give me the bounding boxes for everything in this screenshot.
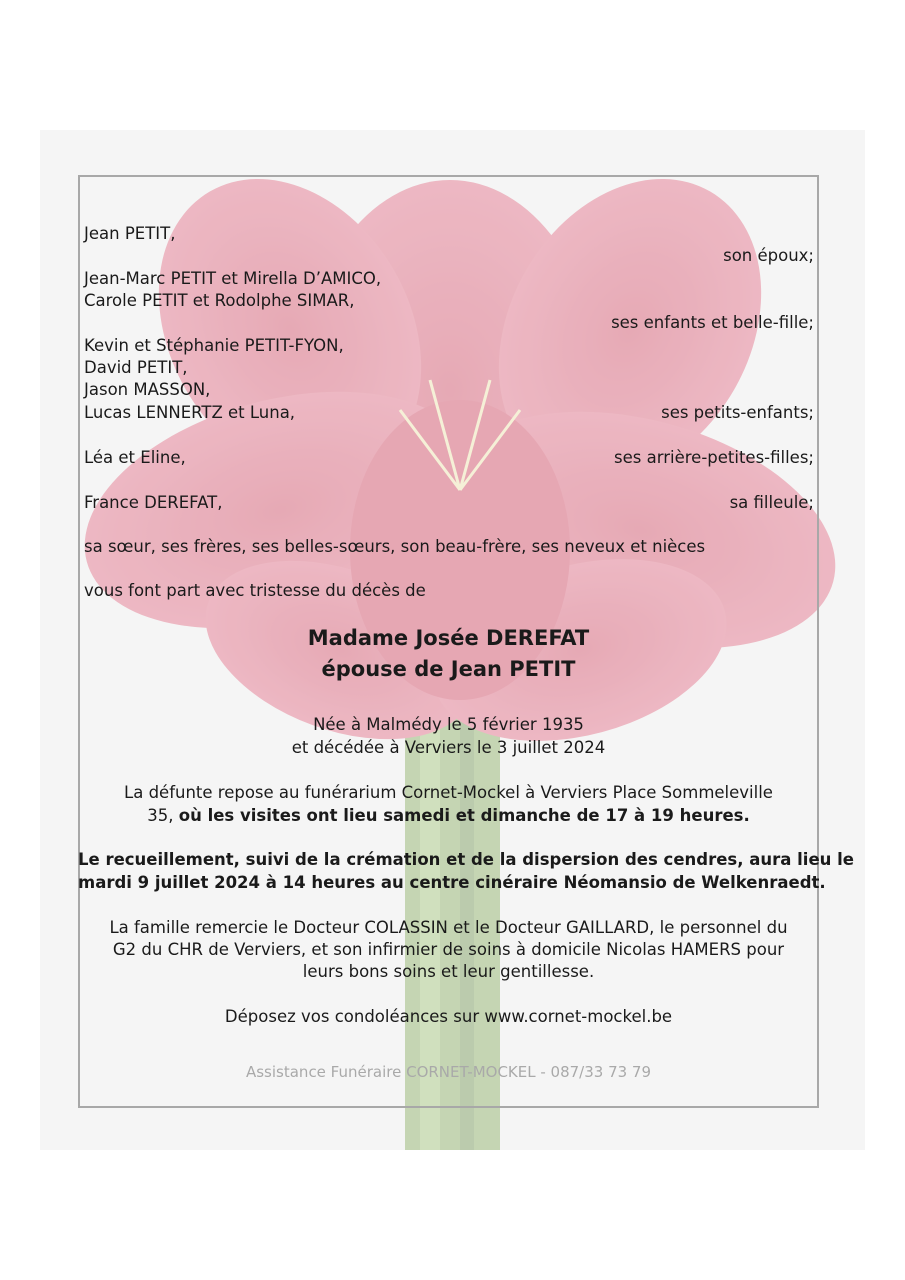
- grandchild-line: David PETIT,: [84, 358, 188, 377]
- ceremony-line-2: mardi 9 juillet 2024 à 14 heures au centre cinéraire Néomansio de Welkenraedt.: [78, 873, 826, 892]
- child-line: Carole PETIT et Rodolphe SIMAR,: [84, 291, 355, 310]
- deceased-spouse-of: épouse de Jean PETIT: [321, 657, 576, 681]
- ceremony-line-1: Le recueillement, suivi de la crémation et de la dispersion des cendres, aura lieu le: [78, 850, 854, 869]
- visitation-hours: où les visites ont lieu samedi et dimanche de 17 à 19 heures.: [178, 806, 750, 825]
- children-role: ses enfants et belle-fille;: [611, 313, 814, 332]
- deceased-name: Madame Josée DEREFAT: [307, 626, 590, 650]
- funeral-home-footer: Assistance Funéraire CORNET-MOCKEL - 087/33 73 79: [245, 1063, 652, 1081]
- thanks-line-3: leurs bons soins et leur gentillesse.: [302, 962, 595, 981]
- thanks-line-1: La famille remercie le Docteur COLASSIN et le Docteur GAILLARD, le personnel du: [109, 918, 788, 937]
- condolences-line: Déposez vos condoléances sur www.cornet-mockel.be: [224, 1007, 673, 1026]
- grandchildren-role: ses petits-enfants;: [661, 403, 814, 422]
- great-grandchildren: Léa et Eline,: [84, 448, 186, 467]
- grandchild-line: Lucas LENNERTZ et Luna,: [84, 403, 296, 422]
- visitation-line-2: [78, 805, 819, 827]
- spouse-role: son époux;: [723, 246, 814, 265]
- grandchild-line: Kevin et Stéphanie PETIT-FYON,: [84, 336, 344, 355]
- visitation-line-1: La défunte repose au funérarium Cornet-Mockel à Verviers Place Sommeleville: [124, 783, 773, 802]
- grandchild-line: Jason MASSON,: [84, 380, 211, 399]
- birth-line: Née à Malmédy le 5 février 1935: [313, 715, 584, 734]
- goddaughter-role: sa filleule;: [729, 493, 814, 512]
- announcement-line: vous font part avec tristesse du décès de: [84, 581, 426, 600]
- death-line: et décédée à Verviers le 3 juillet 2024: [291, 738, 606, 757]
- spouse-name: Jean PETIT,: [84, 224, 176, 243]
- child-line: Jean-Marc PETIT et Mirella D’AMICO,: [84, 269, 382, 288]
- great-grandchildren-role: ses arrière-petites-filles;: [614, 448, 814, 467]
- relatives-line: sa sœur, ses frères, ses belles-sœurs, son beau-frère, ses neveux et nièces: [84, 537, 706, 556]
- visitation-address-number: 35,: [147, 806, 179, 825]
- thanks-line-2: G2 du CHR de Verviers, et son infirmier de soins à domicile Nicolas HAMERS pour: [112, 940, 785, 959]
- goddaughter: France DEREFAT,: [84, 493, 223, 512]
